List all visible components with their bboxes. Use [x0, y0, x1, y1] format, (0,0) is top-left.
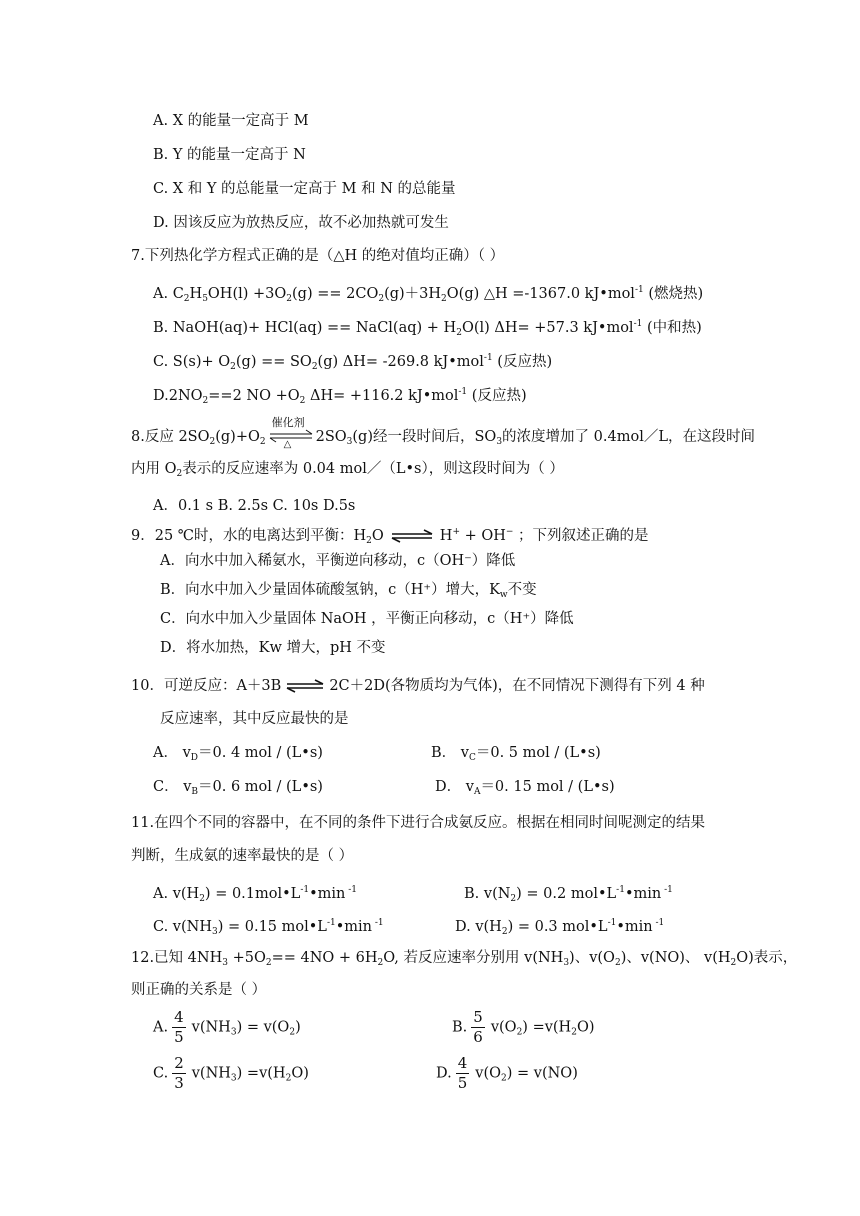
q8-stem-line2: 内用 $O_2$表示的反应速率为 0.04 mol／（L•s），则这段时间为（ ） [131, 461, 564, 479]
q8-stem: 8.反应 $2SO_2(g)+O_2$ 催化剂 △ $2SO_3(g)$经一段时间后，$SO_3$的浓度增加了 0.4mol／L，在这段时间 [131, 416, 755, 450]
q7-option-a: A. $C_2H_5OH(l) +3O_2(g) == 2CO_2(g)+3H_2O(g)$ △H =-1367.0 kJ•mol$^{-1}$ (燃烧热) [153, 285, 704, 304]
q12-option-b: B. $\frac{5}{6}$ $v(O_2) =v(H_2O)$ [452, 1008, 595, 1046]
q7-option-b: B. NaOH(aq)+ HCl(aq) == NaCl(aq) + $H_2O(l)$ ΔH= +57.3 kJ•mol$^{-1}$ (中和热) [153, 319, 702, 338]
fraction: $\frac{2}{3}$ [174, 1054, 184, 1092]
reversible-arrow [285, 679, 325, 693]
fraction: $\frac{4}{5}$ [457, 1054, 468, 1092]
q6-option-b: B. Y 的能量一定高于 N [153, 147, 306, 163]
q8-options: A．0.1 s B. 2.5s C. 10s D.5s [153, 498, 356, 514]
q12-stem-line2: 则正确的关系是（ ） [131, 982, 267, 998]
q11-option-d: D. $v(H_2) = 0.3$ $mol•L^{-1}•\min$ $^{-1}$ [455, 918, 665, 937]
q12-option-c: C. $\frac{2}{3}$ $v(NH_3) =v(H_2O)$ [153, 1054, 309, 1092]
q10-option-d: D． $v_A=0$. 15 mol / (L•s) [435, 779, 615, 797]
q10-option-c: C． $v_B=0$. 6 mol / (L•s) [153, 779, 323, 797]
q10-stem: 10．可逆反应：A＋3B 2C＋2D(各物质均为气体)，在不同情况下测得有下列 4 种 [131, 678, 705, 694]
q11-stem-line2: 判断，生成氨的速率最快的是（ ） [131, 848, 354, 864]
catalyst-arrow: 催化剂 △ [268, 425, 314, 449]
q10-option-b: B． $v_C=0$. 5 mol / (L•s) [431, 745, 601, 763]
q12-option-a: A. $\frac{4}{5}$ $v(NH_3) = v(O_2)$ [153, 1008, 301, 1046]
q7-option-c: C. $S(s)+ O_2(g) == SO_2(g)$ ΔH= -269.8 kJ•mol$^{-1}$ (反应热) [153, 353, 553, 372]
fraction: $\frac{5}{6}$ [473, 1008, 483, 1046]
q12-option-d: D. $\frac{4}{5}$ $v(O_2) = v(NO)$ [436, 1054, 578, 1092]
q6-option-d: D. 因该反应为放热反应，故不必加热就可发生 [153, 215, 449, 231]
q10-stem-line2: 反应速率，其中反应最快的是 [160, 711, 349, 727]
fraction: $\frac{4}{5}$ [174, 1008, 184, 1046]
q11-option-a: A. $v(H_2)$ = $0.1mol•L^{-1}•\min$ $^{-1}$ [153, 885, 358, 904]
q6-option-c: C. X 和 Y 的总能量一定高于 M 和 N 的总能量 [153, 181, 456, 197]
q11-option-c: C. $v(NH_3) = 0.15$ $mol•L^{-1}•\min$ $^{-1}$ [153, 918, 384, 937]
q9-stem: 9．25 ℃时，水的电离达到平衡：$H_2O$ H+ + OH− ；下列叙述正确的是 [131, 527, 649, 546]
q7-stem: 7.下列热化学方程式正确的是（△H 的绝对值均正确）（ ） [131, 248, 505, 264]
q9-option-a: A．向水中加入稀氨水，平衡逆向移动，c（OH⁻）降低 [160, 553, 516, 569]
q9-option-b: B．向水中加入少量固体硫酸氢钠，c（H⁺）增大，$K_w$不变 [160, 582, 537, 600]
q11-option-b: B. $v(N_2) = 0.2$ $mol•L^{-1}•\min$ $^{-1}$ [464, 885, 673, 904]
q9-option-c: C．向水中加入少量固体 NaOH ，平衡正向移动，c（H⁺）降低 [160, 611, 574, 627]
q11-stem: 11.在四个不同的容器中，在不同的条件下进行合成氨反应。根据在相同时间呢测定的结果 [131, 815, 706, 831]
equilibrium-arrow [388, 529, 436, 543]
q12-stem: 12.已知 $4NH_3 +5O_2== 4NO + 6H_2O$, 若反应速率分别用 $v(NH_3)$、$v(O_2)$、v(NO)、 $v(H_2O)$表示， [131, 950, 798, 968]
q9-option-d: D．将水加热，Kw 增大，pH 不变 [160, 640, 386, 656]
q6-option-a: A. X 的能量一定高于 M [153, 113, 309, 129]
q7-option-d: $D.2NO_2==2$ NO $+O_2$ ΔH= +116.2 kJ•mol$^{-1}$ (反应热) [153, 387, 527, 406]
q10-option-a: A． $v_D=0$. 4 mol / (L•s) [153, 745, 323, 763]
